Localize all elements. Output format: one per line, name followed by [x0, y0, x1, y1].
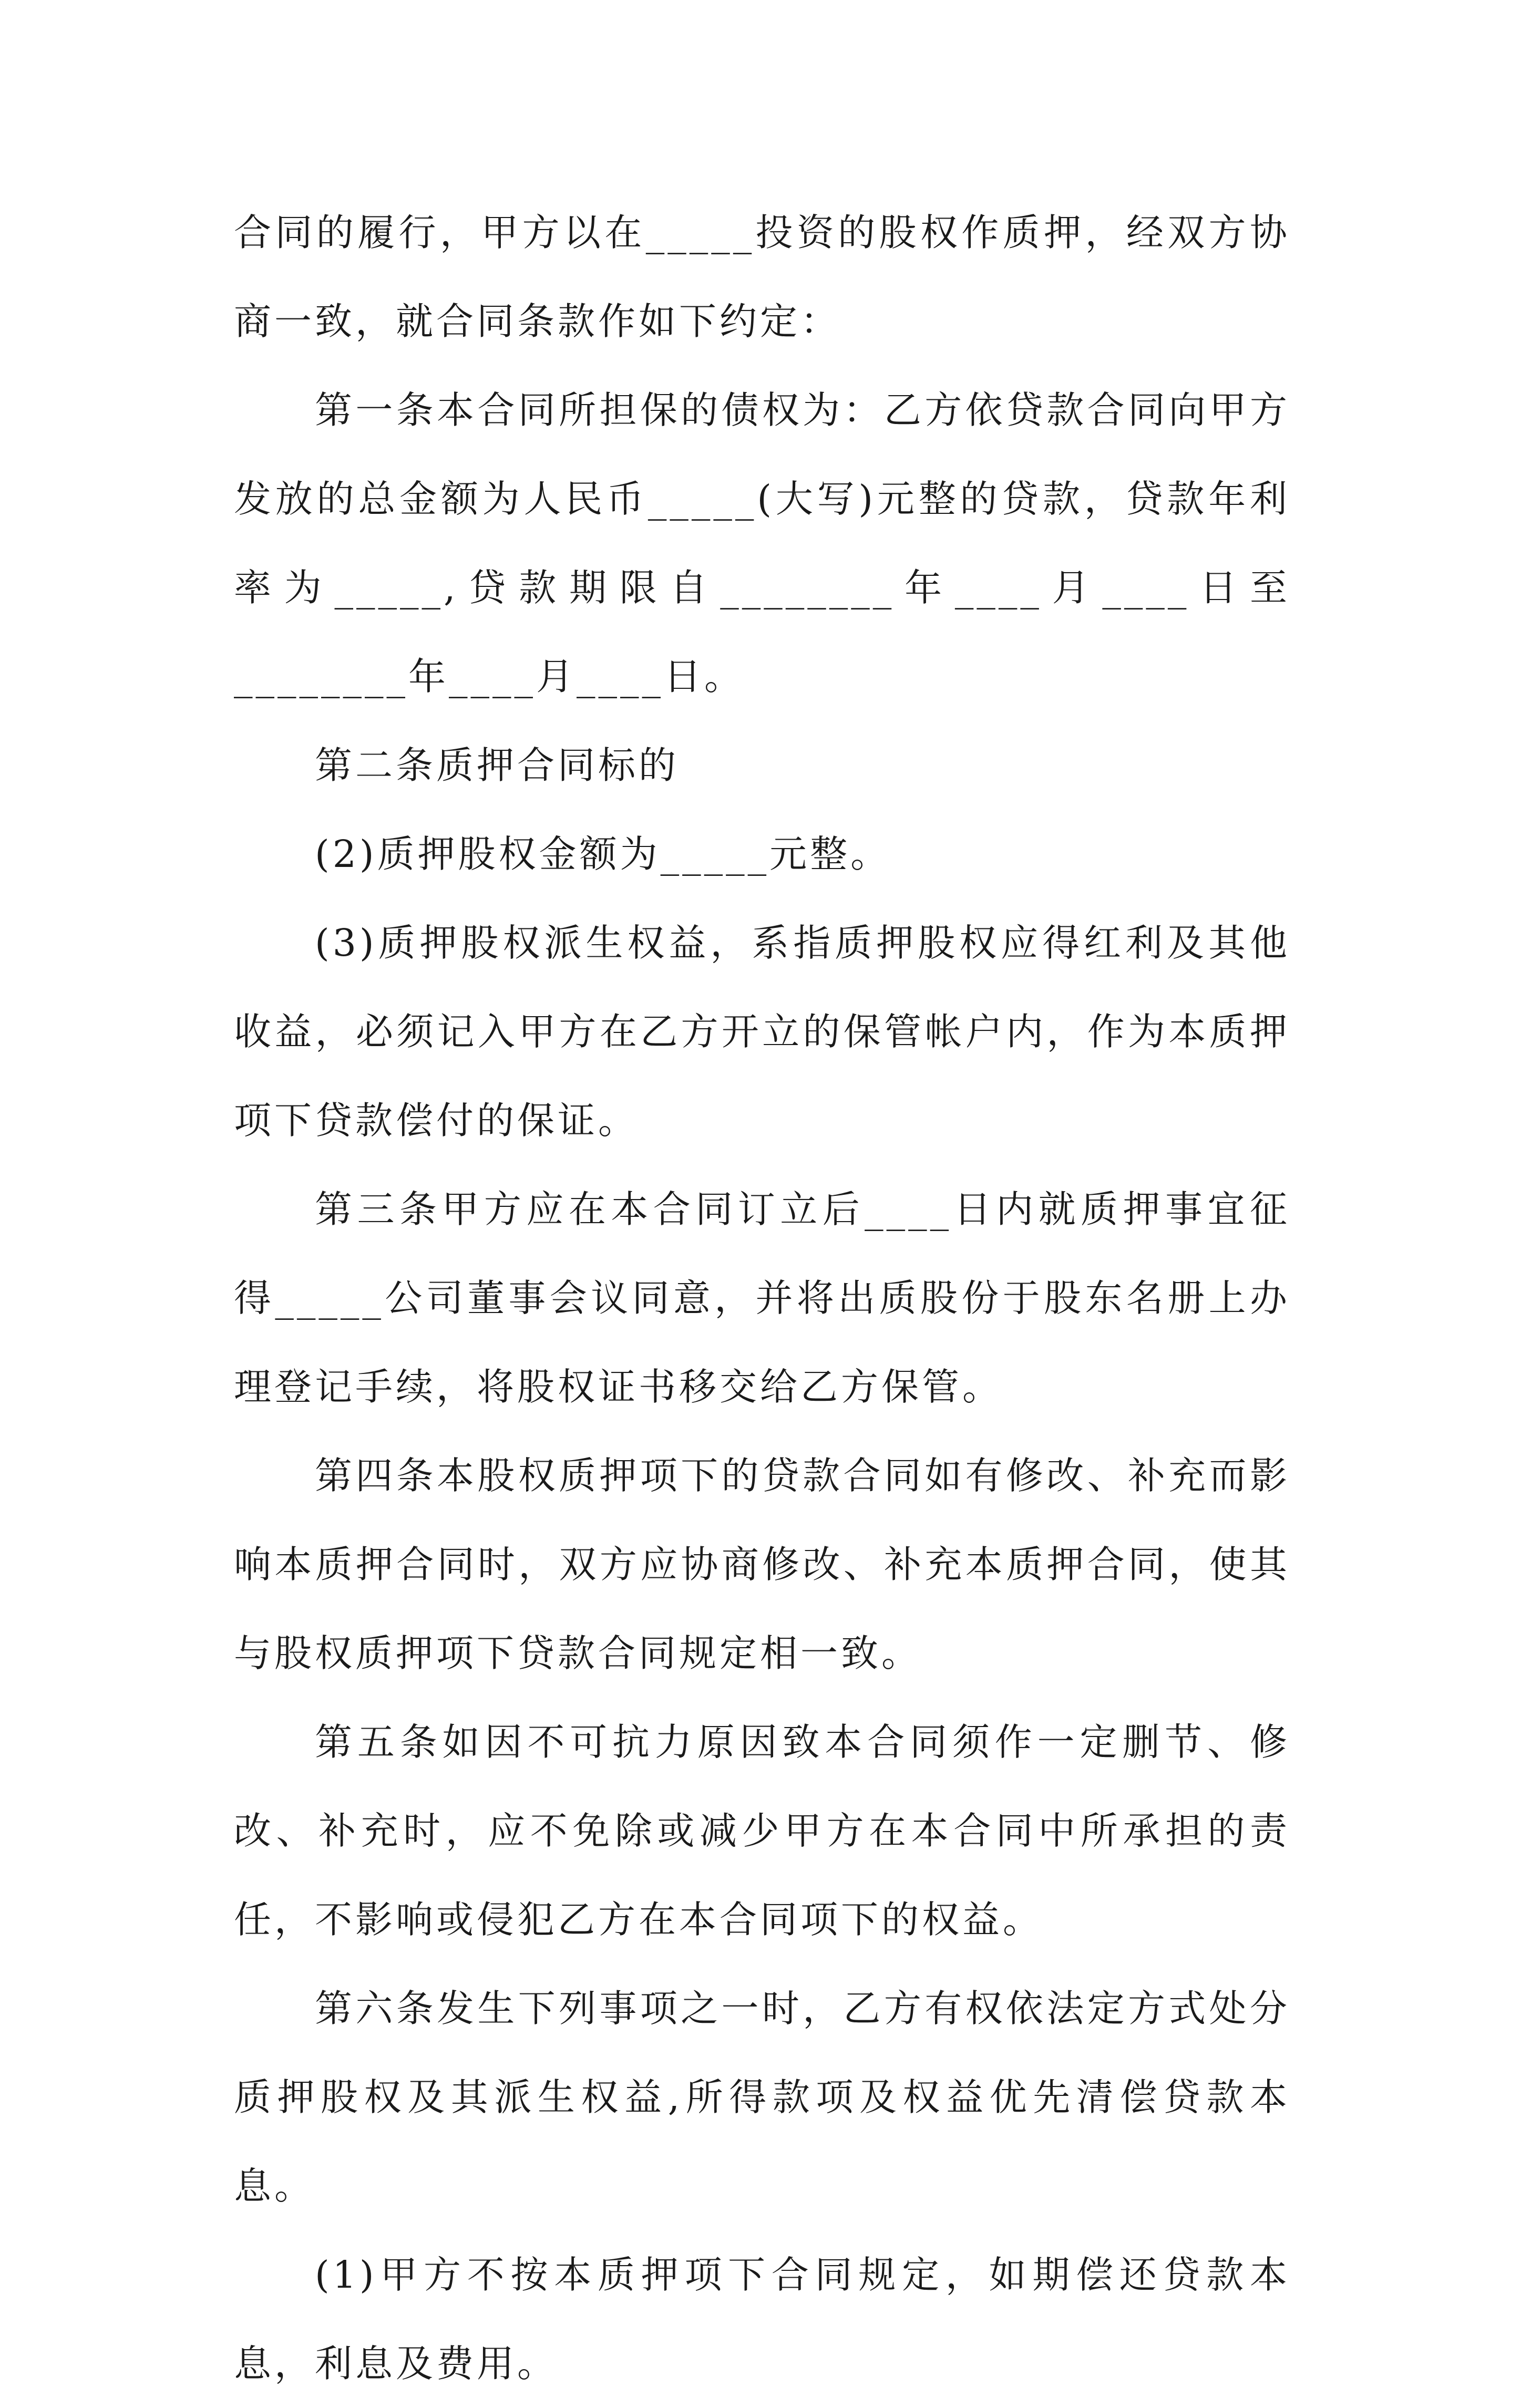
paragraph-article-3: 第三条甲方应在本合同订立后____日内就质押事宜征得_____公司董事会议同意，并将出质股份于股东名册上办理登记手续，将股权证书移交给乙方保管。: [234, 1187, 1290, 1409]
paragraph-article-2-item-3: (3)质押股权派生权益，系指质押股权应得红利及其他收益，必须记入甲方在乙方开立的保管帐户内，作为本质押项下贷款偿付的保证。: [234, 921, 1290, 1142]
paragraph-intro: 合同的履行，甲方以在_____投资的股权作质押，经双方协商一致，就合同条款作如下约定：: [234, 211, 1290, 343]
paragraph-article-2-item-2: (2)质押股权金额为_____元整。: [315, 832, 891, 876]
paragraph-article-6-item-1: (1)甲方不按本质押项下合同规定，如期偿还贷款本息，利息及费用。: [234, 2253, 1290, 2385]
paragraph-article-6: 第六条发生下列事项之一时，乙方有权依法定方式处分质押股权及其派生权益,所得款项及权益优先清偿贷款本息。: [234, 1987, 1290, 2208]
paragraph-article-2-title: 第二条质押合同标的: [315, 743, 680, 787]
paragraph-article-5: 第五条如因不可抗力原因致本合同须作一定删节、修改、补充时，应不免除或减少甲方在本合同中所承担的责任，不影响或侵犯乙方在本合同项下的权益。: [234, 1720, 1290, 1941]
document-body: [234, 188, 1290, 2408]
paragraph-article-4: 第四条本股权质押项下的贷款合同如有修改、补充而影响本质押合同时，双方应协商修改、补充本质押合同，使其与股权质押项下贷款合同规定相一致。: [234, 1454, 1290, 1675]
paragraph-article-1: 第一条本合同所担保的债权为：乙方依贷款合同向甲方发放的总金额为人民币_____(大写)元整的贷款，贷款年利率为_____,贷款期限自________年____月____日至________年____月____日。: [234, 388, 1290, 698]
